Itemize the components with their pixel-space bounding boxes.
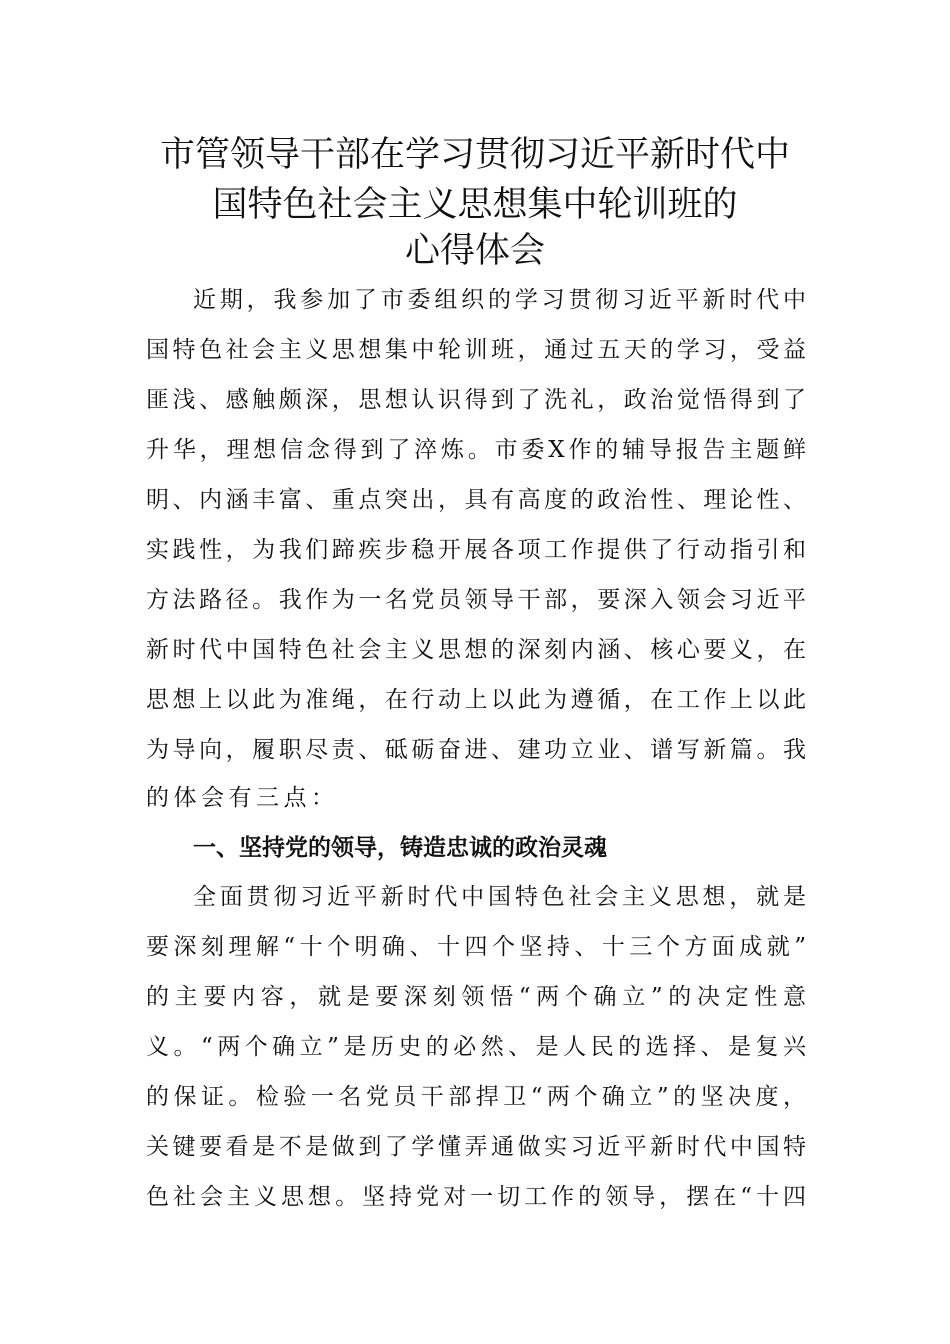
section-heading: 一、坚持党的领导，铸造忠诚的政治灵魂 xyxy=(193,835,607,861)
text-line: 明、内涵丰富、重点突出，具有高度的政治性、理论性、 xyxy=(146,487,806,513)
text-line: 义。“两个确立”是历史的必然、是人民的选择、是复兴 xyxy=(146,1034,806,1060)
text-line: 方法路径。我作为一名党员领导干部，要深入领会习近平 xyxy=(146,587,806,613)
text-line: 的主要内容，就是要深刻领悟“两个确立”的决定性意 xyxy=(146,984,806,1010)
text-line: 为导向，履职尽责、砥砺奋进、建功立业、谱写新篇。我 xyxy=(146,737,806,763)
text-line: 要深刻理解“十个明确、十四个坚持、十三个方面成就” xyxy=(146,934,806,960)
text-line: 升华，理想信念得到了淬炼。市委X作的辅导报告主题鲜 xyxy=(146,437,806,463)
text-line: 实践性，为我们蹄疾步稳开展各项工作提供了行动指引和 xyxy=(146,537,806,563)
text-line: 思想上以此为准绳，在行动上以此为遵循，在工作上以此 xyxy=(146,687,806,713)
text-line: 色社会主义思想。坚持党对一切工作的领导，摆在“十四 xyxy=(146,1184,806,1210)
text-line: 近期，我参加了市委组织的学习贯彻习近平新时代中 xyxy=(193,287,806,313)
text-line: 的保证。检验一名党员干部捍卫“两个确立”的坚决度， xyxy=(146,1084,806,1110)
text-line: 全面贯彻习近平新时代中国特色社会主义思想，就是 xyxy=(193,884,806,910)
text-line: 匪浅、感触颇深，思想认识得到了洗礼，政治觉悟得到了 xyxy=(146,387,806,413)
document-title-line: 市管领导干部在学习贯彻习近平新时代中 xyxy=(159,135,790,175)
text-line: 的体会有三点： xyxy=(146,785,339,811)
text-line: 国特色社会主义思想集中轮训班，通过五天的学习，受益 xyxy=(146,337,806,363)
text-line: 关键要看是不是做到了学懂弄通做实习近平新时代中国特 xyxy=(146,1134,806,1160)
text-line: 新时代中国特色社会主义思想的深刻内涵、核心要义，在 xyxy=(146,637,806,663)
document-title-line: 心得体会 xyxy=(404,231,545,271)
document-title-line: 国特色社会主义思想集中轮训班的 xyxy=(212,185,738,225)
